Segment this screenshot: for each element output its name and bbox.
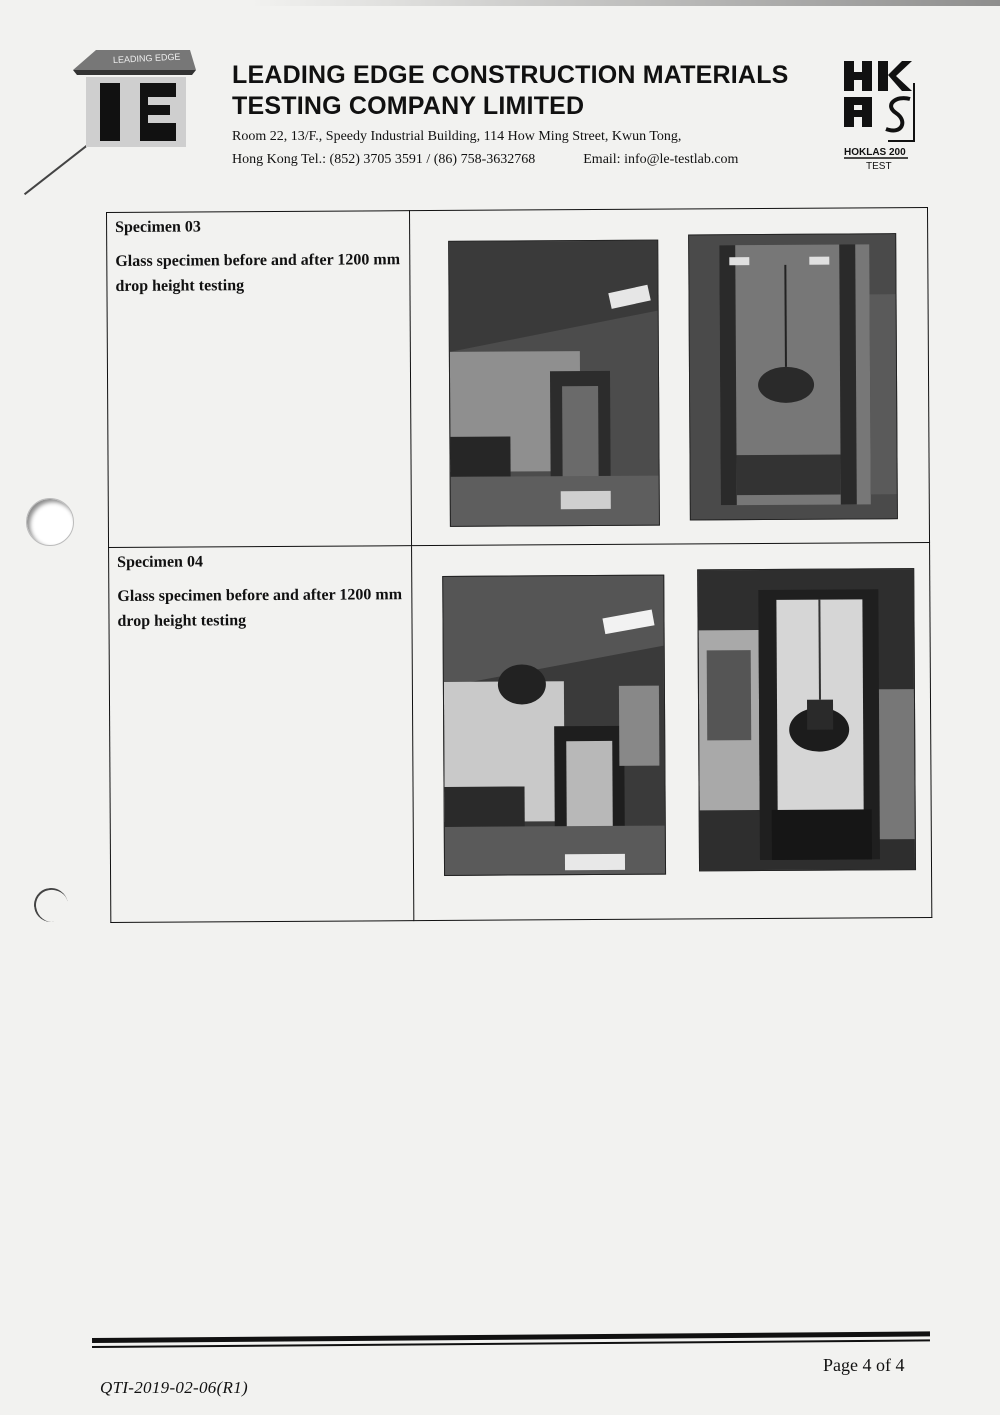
table-row-specimen-03 (107, 207, 930, 547)
company-name-line2: TESTING COMPANY LIMITED (232, 92, 585, 120)
specimen-04-description: Glass specimen before and after 1200 mm drop height testing (117, 586, 403, 630)
punch-hole-mark (31, 885, 70, 924)
logo-wordmark: LEADING EDGE (112, 51, 181, 66)
address-line1: Room 22, 13/F., Speedy Industrial Building, 114 How Ming Street, Kwun Tong, (232, 129, 682, 144)
punch-hole (26, 498, 74, 546)
hoklas-label: HOKLAS 200 (844, 147, 906, 158)
company-name-line1: LEADING EDGE CONSTRUCTION MATERIALS (232, 61, 789, 89)
hkas-accreditation-mark (838, 55, 930, 175)
specimen-03-photo-before (448, 240, 660, 527)
company-block (232, 60, 789, 168)
address-line2 (232, 151, 789, 168)
test-label: TEST (866, 161, 892, 172)
specimen-04-photo-cell (412, 542, 932, 920)
page-number: Page 4 of 4 (823, 1355, 905, 1375)
scan-edge-shadow (250, 0, 1000, 6)
specimen-03-description-cell (107, 211, 412, 548)
table-row-specimen-04 (109, 542, 932, 922)
specimen-04-label: Specimen 04 (117, 553, 203, 571)
specimen-03-description: Glass specimen before and after 1200 mm drop height testing (115, 251, 401, 295)
specimen-photo-table (106, 207, 932, 923)
document-reference: QTI-2019-02-06(R1) (100, 1378, 248, 1397)
specimen-03-photo-after (688, 233, 898, 520)
company-logo (68, 45, 198, 155)
specimen-03-photo-cell (409, 207, 929, 545)
specimen-04-photo-before (442, 575, 666, 876)
specimen-04-photo-after (697, 568, 916, 871)
phone-text: Hong Kong Tel.: (852) 3705 3591 / (86) 758-3632768 (232, 152, 536, 167)
hkas-monogram (844, 61, 914, 141)
specimen-04-description-cell (109, 546, 414, 923)
specimen-03-label: Specimen 03 (115, 218, 201, 236)
email-text: Email: info@le-testlab.com (583, 152, 739, 167)
